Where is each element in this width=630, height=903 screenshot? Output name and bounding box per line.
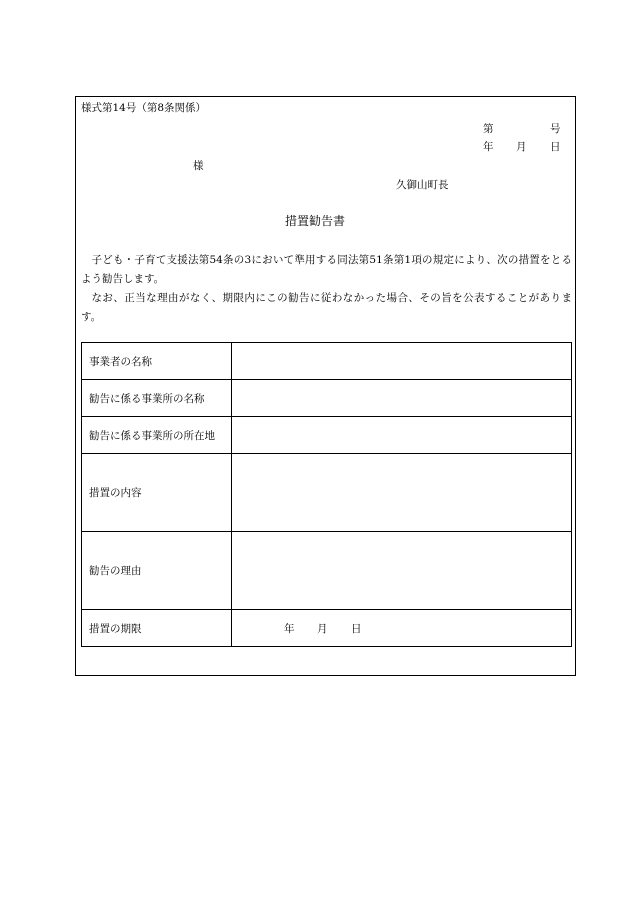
measure-content-field[interactable] — [232, 454, 572, 532]
deadline-year: 年 — [284, 623, 295, 635]
deadline-month: 月 — [317, 623, 328, 635]
facility-name-field[interactable] — [232, 380, 572, 417]
issue-date-month: 月 — [516, 141, 527, 153]
document-title: 措置勧告書 — [284, 214, 345, 228]
recommendation-table — [81, 342, 572, 647]
table-row — [82, 610, 572, 647]
addressee-honorific: 様 — [193, 160, 204, 172]
notice-paragraph-1: 子ども・子育て支援法第54条の3において準用する同法第51条第1項の規定により、次の措置をとるよう勧告します。 — [81, 254, 572, 285]
deadline-day: 日 — [351, 623, 362, 635]
issue-date-year: 年 — [483, 141, 494, 153]
notice-paragraph-2: なお、正当な理由がなく、期限内にこの勧告に従わなかった場合、その旨を公表することがあります。 — [81, 292, 572, 323]
recommendation-reason-field[interactable] — [232, 532, 572, 610]
table-row — [82, 454, 572, 532]
row-label-measure-content: 措置の内容 — [82, 454, 232, 532]
document-number-suffix: 号 — [550, 123, 561, 135]
facility-address-field[interactable] — [232, 417, 572, 454]
table-row — [82, 417, 572, 454]
issuer-name: 久御山町長 — [396, 179, 449, 191]
issue-date-day: 日 — [550, 141, 561, 153]
row-label-facility-name: 勧告に係る事業所の名称 — [82, 380, 232, 417]
table-row — [82, 380, 572, 417]
row-label-operator-name: 事業者の名称 — [82, 343, 232, 380]
operator-name-field[interactable] — [232, 343, 572, 380]
table-row — [82, 343, 572, 380]
table-row — [82, 532, 572, 610]
deadline-field[interactable] — [232, 610, 572, 647]
row-label-facility-address: 勧告に係る事業所の所在地 — [82, 417, 232, 454]
notice-body — [81, 251, 572, 327]
form-number-label: 様式第14号（第8条関係） — [81, 102, 207, 114]
document-number-prefix: 第 — [483, 123, 494, 135]
row-label-deadline: 措置の期限 — [82, 610, 232, 647]
row-label-recommendation-reason: 勧告の理由 — [82, 532, 232, 610]
